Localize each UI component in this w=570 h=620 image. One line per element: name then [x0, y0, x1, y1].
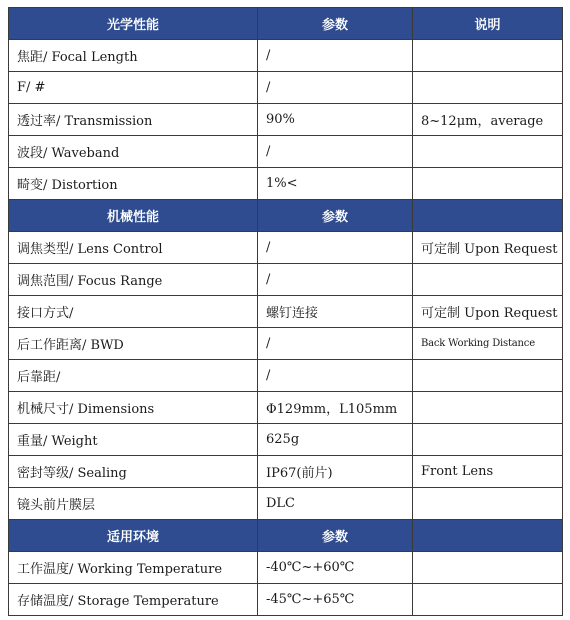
param-name: 调焦类型/ Lens Control: [9, 232, 258, 264]
param-note: 可定制 Upon Request: [413, 232, 563, 264]
param-name: 波段/ Waveband: [9, 136, 258, 168]
param-value: IP67(前片): [258, 456, 413, 488]
param-note: [413, 424, 563, 456]
param-name: 存储温度/ Storage Temperature: [9, 584, 258, 616]
param-name: 后靠距/: [9, 360, 258, 392]
param-note: [413, 552, 563, 584]
section-header-optical: [9, 8, 563, 40]
param-name: 调焦范围/ Focus Range: [9, 264, 258, 296]
param-value: 90%: [258, 104, 413, 136]
table-row: [9, 72, 563, 104]
param-value: /: [258, 264, 413, 296]
param-value: DLC: [258, 488, 413, 520]
table-row: [9, 136, 563, 168]
param-note: [413, 488, 563, 520]
header-cell: 参数: [258, 8, 413, 40]
param-note: 8~12μm，average: [413, 104, 563, 136]
param-name: 畸变/ Distortion: [9, 168, 258, 200]
header-cell: [413, 200, 563, 232]
param-name: 镜头前片膜层: [9, 488, 258, 520]
table-row: [9, 328, 563, 360]
table-row: [9, 488, 563, 520]
param-value: -45℃~+65℃: [258, 584, 413, 616]
param-value: /: [258, 360, 413, 392]
table-row: [9, 584, 563, 616]
param-value: /: [258, 328, 413, 360]
header-cell: 参数: [258, 200, 413, 232]
param-name: 机械尺寸/ Dimensions: [9, 392, 258, 424]
param-note: [413, 168, 563, 200]
table-row: [9, 456, 563, 488]
table-row: [9, 552, 563, 584]
table-row: [9, 392, 563, 424]
param-value: Φ129mm，L105mm: [258, 392, 413, 424]
table-row: [9, 40, 563, 72]
param-note: [413, 40, 563, 72]
param-note: [413, 584, 563, 616]
param-name: 焦距/ Focal Length: [9, 40, 258, 72]
header-cell: [413, 520, 563, 552]
param-value: 625g: [258, 424, 413, 456]
param-name: F/ #: [9, 72, 258, 104]
param-value: /: [258, 72, 413, 104]
param-name: 接口方式/: [9, 296, 258, 328]
param-value: 1%<: [258, 168, 413, 200]
param-name: 密封等级/ Sealing: [9, 456, 258, 488]
param-name: 后工作距离/ BWD: [9, 328, 258, 360]
spec-table-container: [8, 7, 562, 616]
header-cell: 适用环境: [9, 520, 258, 552]
table-row: [9, 296, 563, 328]
param-name: 透过率/ Transmission: [9, 104, 258, 136]
header-cell: 说明: [413, 8, 563, 40]
table-row: [9, 360, 563, 392]
table-row: [9, 232, 563, 264]
table-row: [9, 424, 563, 456]
section-header-environment: [9, 520, 563, 552]
param-value: /: [258, 136, 413, 168]
param-value: /: [258, 232, 413, 264]
param-value: 螺钉连接: [258, 296, 413, 328]
param-note: [413, 392, 563, 424]
table-row: [9, 168, 563, 200]
param-value: -40℃~+60℃: [258, 552, 413, 584]
param-note: [413, 72, 563, 104]
param-note: [413, 264, 563, 296]
spec-table: [8, 7, 563, 616]
header-cell: 参数: [258, 520, 413, 552]
param-note: [413, 360, 563, 392]
header-cell: 机械性能: [9, 200, 258, 232]
section-header-mechanical: [9, 200, 563, 232]
table-row: [9, 264, 563, 296]
header-cell: 光学性能: [9, 8, 258, 40]
param-note: Back Working Distance: [413, 328, 563, 360]
param-value: /: [258, 40, 413, 72]
param-name: 重量/ Weight: [9, 424, 258, 456]
param-name: 工作温度/ Working Temperature: [9, 552, 258, 584]
param-note: Front Lens: [413, 456, 563, 488]
param-note: [413, 136, 563, 168]
param-note: 可定制 Upon Request: [413, 296, 563, 328]
table-row: [9, 104, 563, 136]
